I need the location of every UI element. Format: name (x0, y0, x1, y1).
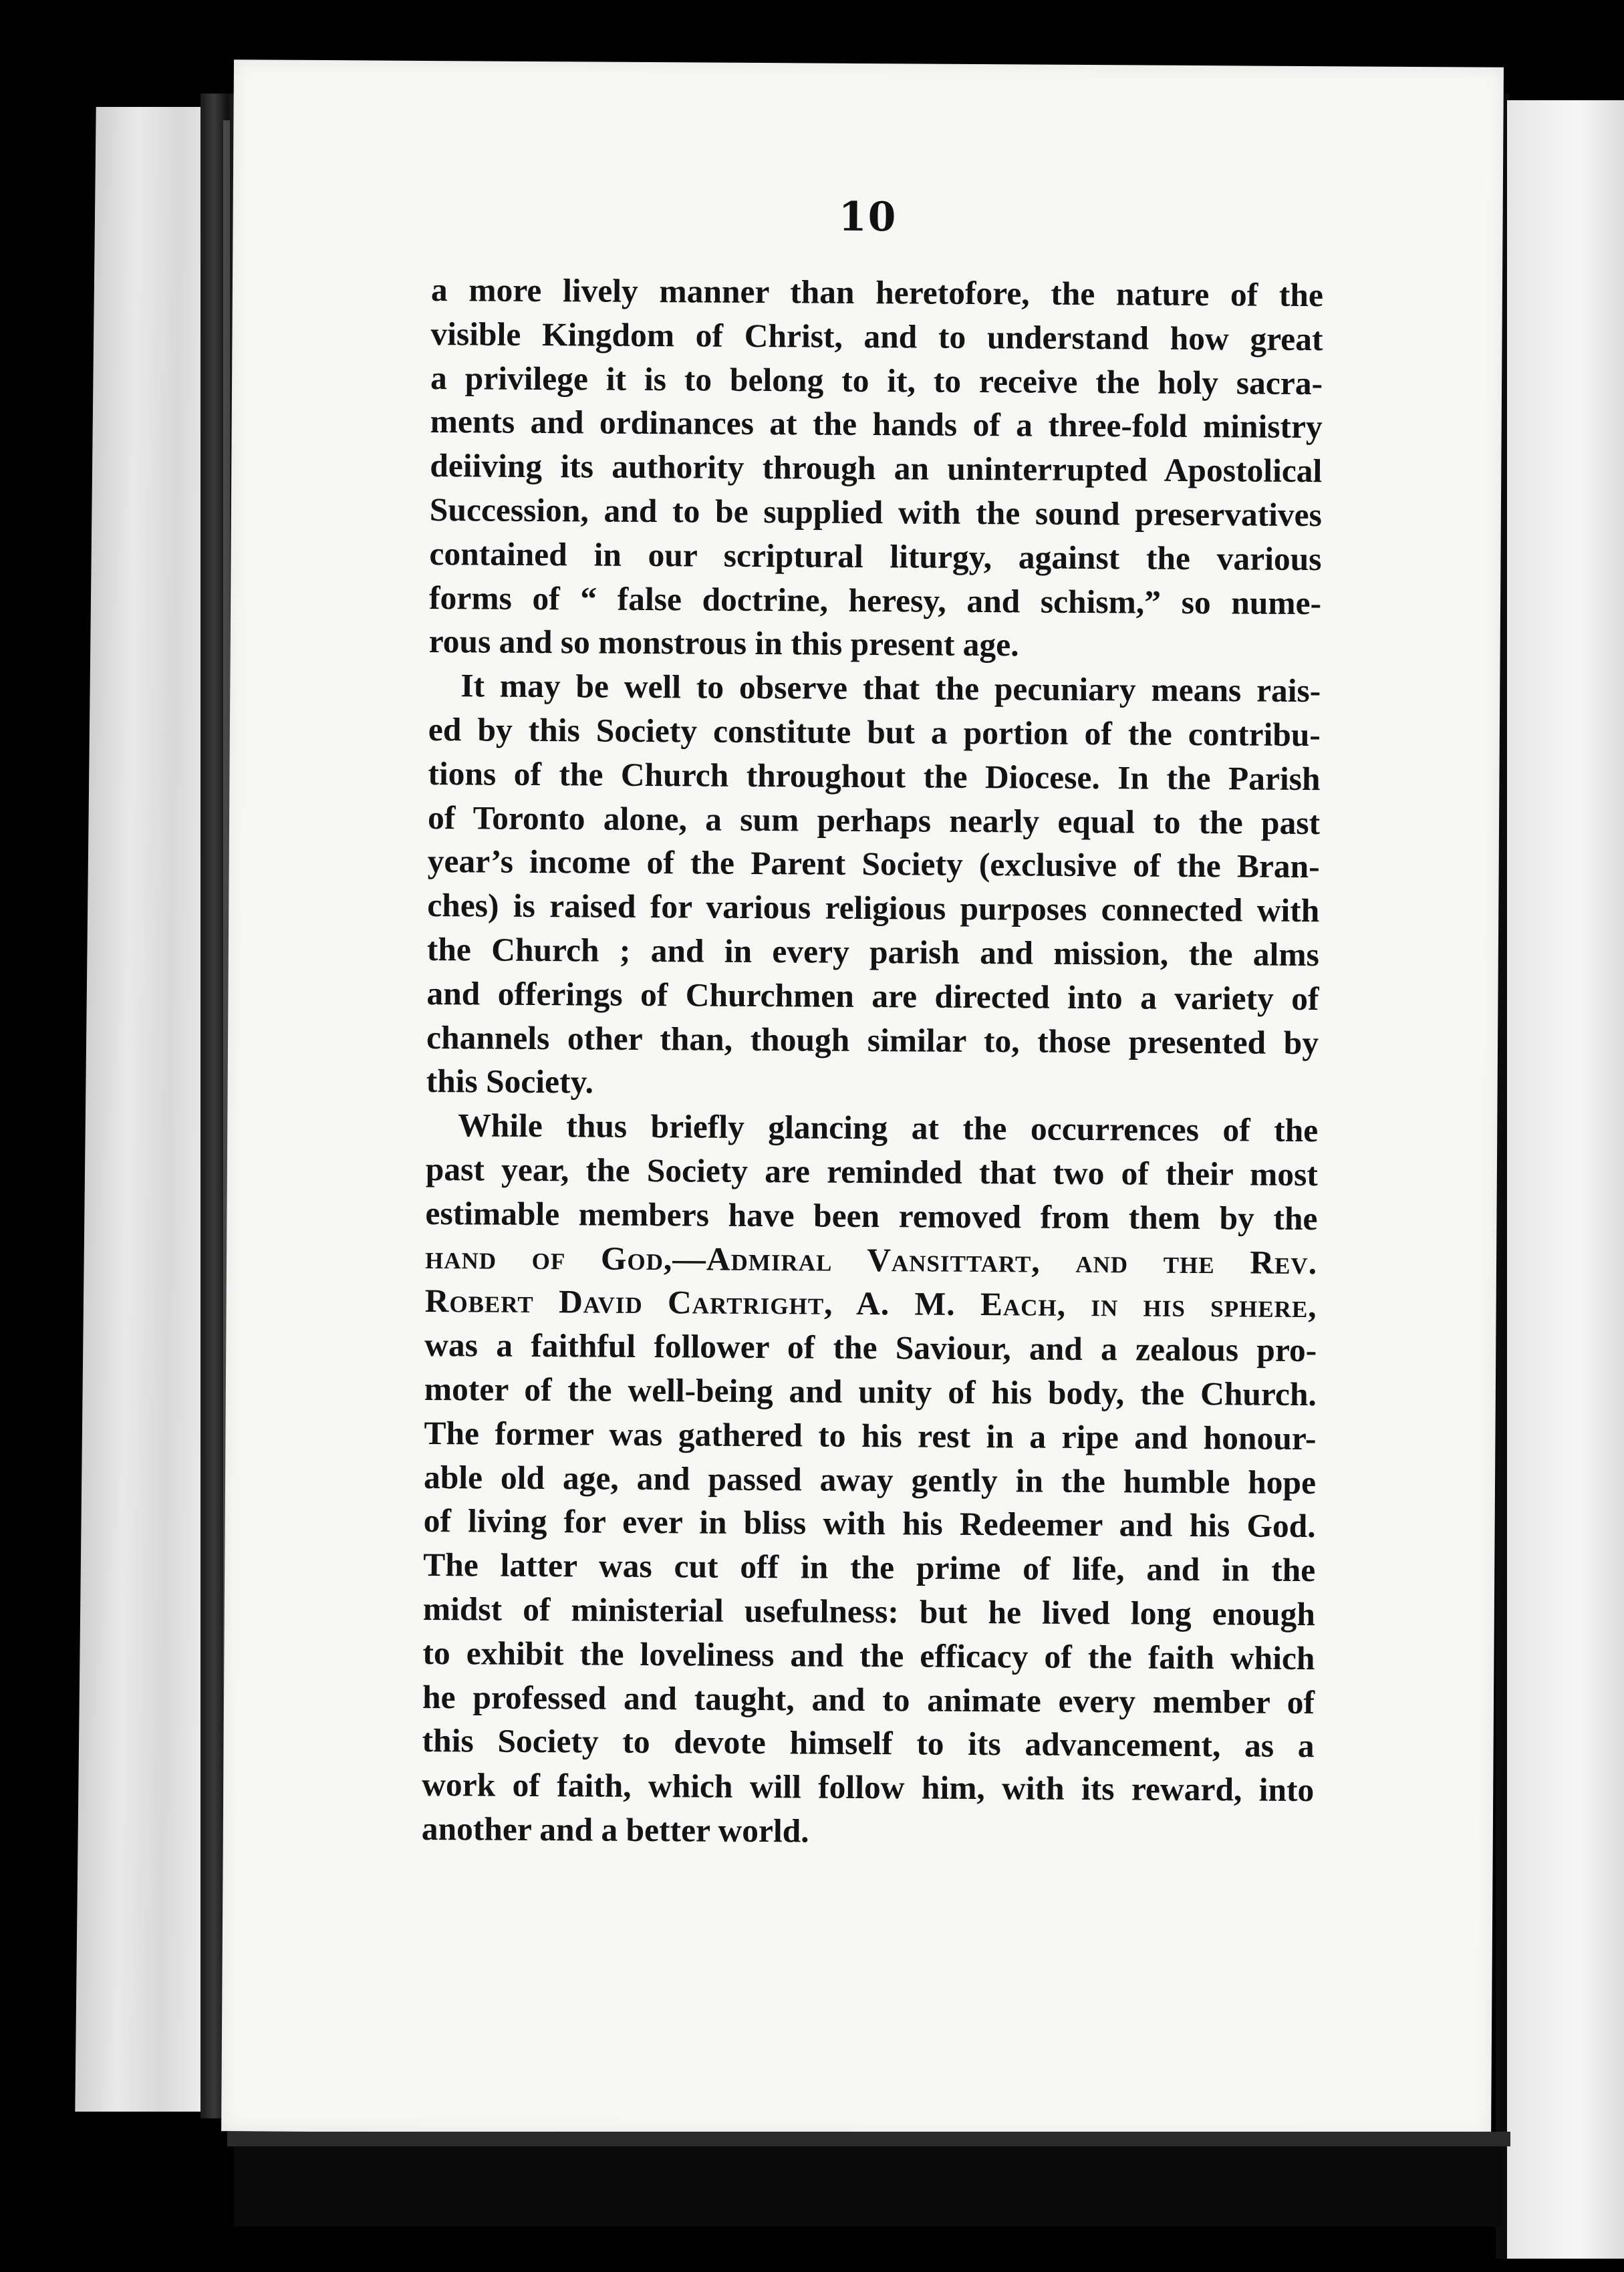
text-line: visible Kingdom of Christ, and to understand how great (430, 315, 1323, 358)
text-line: this Society. (426, 1062, 594, 1101)
page-number: 10 (838, 193, 898, 241)
text-line: and offerings of Churchmen are directed into a variety of (426, 974, 1319, 1017)
text-line: past year, the Society are reminded that two of their most (425, 1150, 1319, 1193)
text-line: of living for ever in bliss with his Redeemer and his God. (423, 1502, 1316, 1545)
text-line: forms of “ false doctrine, heresy, and schism,” so nume- (428, 579, 1322, 621)
text-line: a more lively manner than heretofore, the nature of the (430, 271, 1324, 314)
text-line: another and a better world. (421, 1810, 809, 1850)
text-line: was a faithful follower of the Saviour, and a zealous pro- (424, 1326, 1317, 1369)
page-bottom-edge (227, 2132, 1510, 2146)
text-line: The former was gathered to his rest in a ripe and honour- (424, 1414, 1317, 1457)
page-body-text (422, 268, 1323, 1856)
text-line: estimable members have been removed from them by the (425, 1194, 1318, 1237)
text-line: It may be well to observe that the pecuniary means rais- (460, 667, 1321, 710)
text-line: Robert David Cartright, A. M. Each, in his sphere, (424, 1282, 1317, 1325)
text-line: the Church ; and in every parish and mission, the alms (426, 930, 1320, 974)
text-line: channels other than, though similar to, those presented by (426, 1018, 1319, 1061)
scan-background-bottom (234, 2146, 1504, 2227)
text-line: of Toronto alone, a sum perhaps nearly equal to the past (427, 799, 1321, 841)
text-line: The latter was cut off in the prime of life, and in the (423, 1546, 1316, 1589)
text-line: contained in our scriptural liturgy, against the various (429, 535, 1322, 577)
text-line: able old age, and passed away gently in the humble hope (423, 1458, 1317, 1501)
text-line: year’s income of the Parent Society (exclusive of the Bran- (427, 843, 1320, 885)
book-page (221, 59, 1504, 2139)
text-line: While thus briefly glancing at the occurrences of the (458, 1107, 1319, 1149)
text-line: Succession, and to be supplied with the sound preservatives (429, 490, 1323, 534)
text-line: hand of God,—Admiral Vansittart, and the Rev. (424, 1238, 1318, 1281)
text-line: he professed and taught, and to animate every member of (422, 1678, 1315, 1721)
text-line: ed by this Society constitute but a portion of the contribu- (428, 710, 1321, 754)
text-line: tions of the Church throughout the Diocese. In the Parish (428, 754, 1321, 797)
text-line: this Society to devote himself to its advancement, as a (422, 1722, 1315, 1765)
text-line: work of faith, which will follow him, with its reward, into (422, 1766, 1315, 1809)
text-line: a privilege it is to belong to it, to receive the holy sacra- (430, 359, 1323, 402)
text-line: moter of the well-being and unity of his body, the Church. (424, 1370, 1317, 1413)
text-line: ches) is raised for various religious purposes connected with (427, 887, 1320, 930)
text-line: deiiving its authority through an uninterrupted Apostolical (430, 447, 1323, 490)
text-line: to exhibit the loveliness and the efficacy of the faith which (422, 1634, 1315, 1677)
text-line: rous and so monstrous in this present age. (428, 623, 1019, 664)
text-line: ments and ordinances at the hands of a three-fold ministry (430, 403, 1323, 446)
text-line: midst of ministerial usefulness: but he lived long enough (422, 1590, 1316, 1633)
next-page-edge (1507, 100, 1624, 2259)
